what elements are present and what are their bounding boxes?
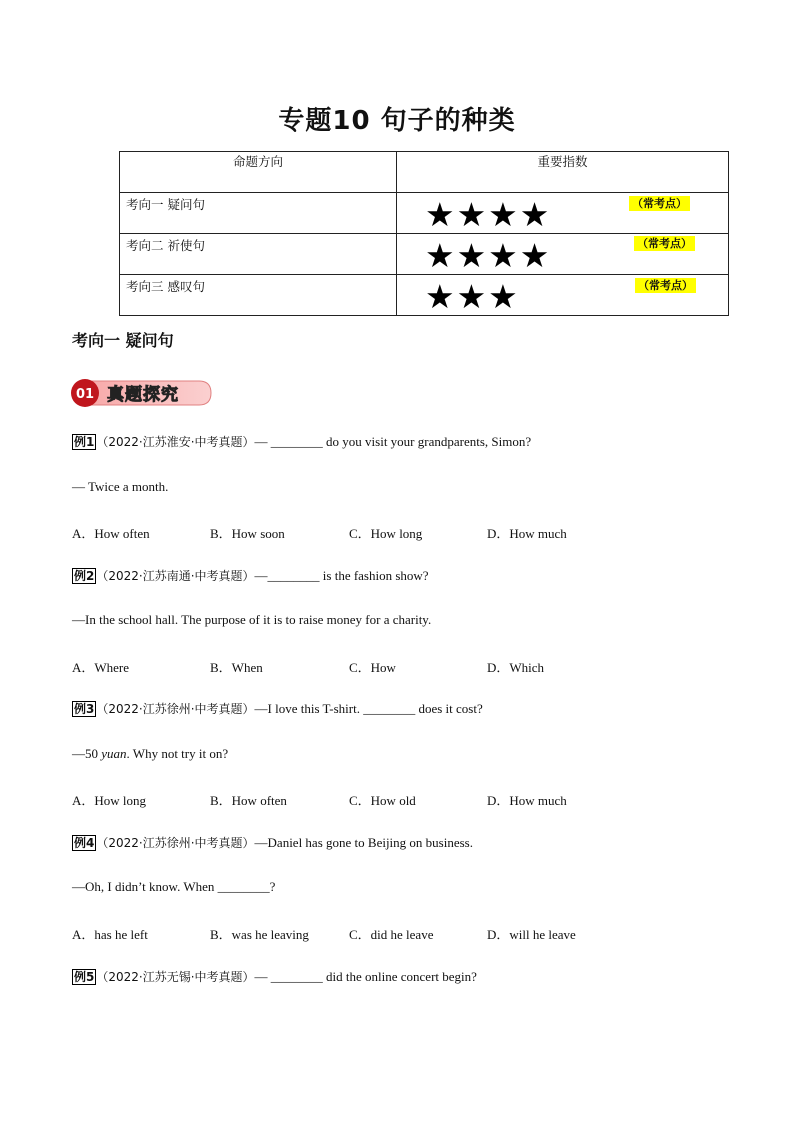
- badge-number: 01: [75, 387, 95, 402]
- option-d: D．will he leave: [487, 927, 576, 942]
- question-text: — ________ did the online concert begin?: [254, 969, 477, 984]
- page-title: 专题10 句子的种类: [278, 106, 516, 136]
- reply-line: — Twice a month.: [72, 479, 169, 494]
- option-a: A．How often: [72, 526, 150, 541]
- option-d: D．How much: [487, 526, 567, 541]
- example-tag: 例2: [74, 569, 95, 583]
- option-d: D．Which: [487, 660, 545, 675]
- option-b: B．How often: [210, 793, 287, 808]
- option-a: A．Where: [72, 660, 130, 675]
- question-line: [72, 433, 531, 450]
- question-source: （2022·江苏淮安·中考真题）: [96, 435, 255, 449]
- question-text: —Daniel has gone to Beijing on business.: [254, 835, 473, 850]
- table-row: [120, 275, 729, 316]
- question-line: [72, 700, 483, 717]
- option-c: C．How old: [349, 793, 416, 808]
- example-tag: 例5: [74, 970, 95, 984]
- option-b: B．was he leaving: [210, 927, 309, 942]
- star-rating-icon: ★★★: [425, 277, 520, 316]
- question-text: — ________ do you visit your grandparents, Simon?: [254, 434, 532, 449]
- question-line: [72, 567, 429, 584]
- table-header-row: [120, 152, 729, 193]
- option-a: A．How long: [72, 793, 147, 808]
- example-tag: 例4: [74, 836, 95, 850]
- frequent-tag: （常考点）: [629, 196, 690, 211]
- option-c: C．did he leave: [349, 927, 434, 942]
- example-tag: 例1: [74, 435, 95, 449]
- badge-text: 真题探究: [107, 385, 179, 405]
- frequent-tag: （常考点）: [634, 236, 695, 251]
- question-text: —I love this T-shirt. ________ does it cost?: [254, 701, 483, 716]
- reply-line: —In the school hall. The purpose of it is to raise money for a charity.: [72, 612, 432, 627]
- question-source: （2022·江苏无锡·中考真题）: [96, 970, 255, 984]
- reply-line: —50 yuan. Why not try it on?: [72, 746, 229, 761]
- row-label: 考向一 疑问句: [126, 197, 205, 212]
- question-line: [72, 834, 473, 851]
- option-d: D．How much: [487, 793, 567, 808]
- option-a: A．has he left: [72, 927, 148, 942]
- importance-table: [119, 151, 729, 316]
- question-source: （2022·江苏徐州·中考真题）: [96, 702, 255, 716]
- section-badge-icon: [71, 373, 213, 413]
- section-heading: 考向一 疑问句: [72, 331, 174, 350]
- question-text: —________ is the fashion show?: [254, 568, 429, 583]
- star-rating-icon: ★★★★: [425, 236, 552, 275]
- option-c: C．How: [349, 660, 396, 675]
- option-b: B．How soon: [210, 526, 285, 541]
- header-importance: 重要指数: [397, 152, 729, 193]
- table-row: [120, 193, 729, 234]
- frequent-tag: （常考点）: [635, 278, 696, 293]
- header-direction: 命题方向: [120, 152, 397, 193]
- reply-line: —Oh, I didn’t know. When ________?: [72, 879, 276, 894]
- example-tag: 例3: [74, 702, 95, 716]
- option-b: B．When: [210, 660, 263, 675]
- option-c: C．How long: [349, 526, 423, 541]
- question-source: （2022·江苏徐州·中考真题）: [96, 836, 255, 850]
- question-line: [72, 968, 477, 985]
- table-row: [120, 234, 729, 275]
- question-source: （2022·江苏南通·中考真题）: [96, 569, 255, 583]
- row-label: 考向三 感叹句: [126, 279, 205, 294]
- row-label: 考向二 祈使句: [126, 238, 205, 253]
- star-rating-icon: ★★★★: [425, 195, 552, 234]
